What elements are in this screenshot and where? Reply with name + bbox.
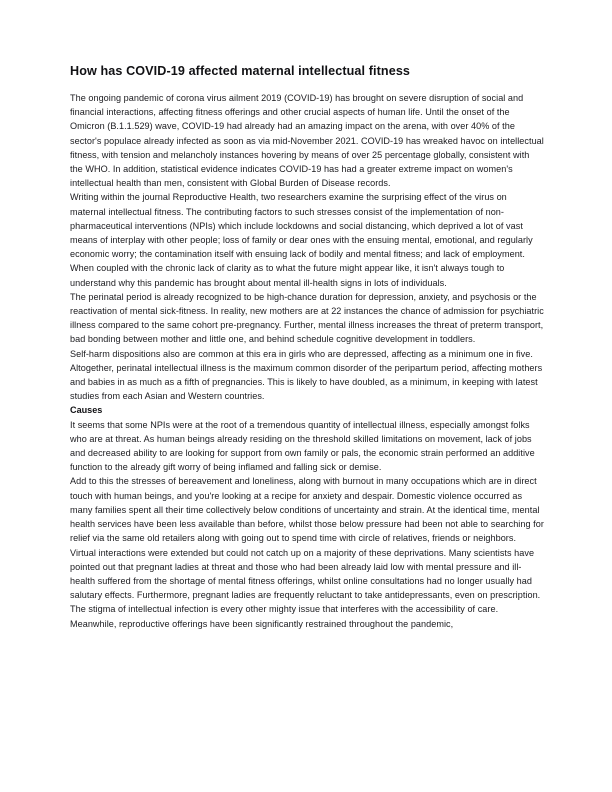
paragraph-virtual-interactions: Virtual interactions were extended but could not catch up on a majority of these deprivations. Many scientists have pointed out that pregnant ladies at threat and those who had been already laid low with mental pressure and ill-health suffered from the shortage of mental fitness offerings, whilst online consultations had no longer usually had salutary effects. Furthermore, pregnant ladies are frequently reluctant to take antidepressants, even on prescription. xyxy=(70,547,541,601)
paragraph-bereavement-loneliness: Add to this the stresses of bereavement and loneliness, along with burnout in many occupations which are in direct touch with human beings, and you're looking at a recipe for anxiety and despair. Domestic violence occurred as many families spent all their time collectively below conditions of uncertainty and strain. At the identical time, mental health services have been less available than before, whilst those below pressure had been not able to searching for relief via the same old retailers along with going out to spend time with circle of relatives, friends or neighbors. xyxy=(70,476,544,544)
paragraph-self-harm: Self-harm dispositions also are common at this era in girls who are depressed, affecting as a minimum one in five. Altogether, perinatal intellectual illness is the maximum common disorder of the peripartum period, affecting mothers and babies in as much as a fifth of pregnancies. This is likely to have doubled, as a minimum, in keeping with latest studies from each Asian and Western countries. xyxy=(70,348,543,402)
page-title: How has COVID-19 affected maternal intellectual fitness xyxy=(70,64,411,78)
paragraph-perinatal-period: The perinatal period is already recognized to be high-chance duration for depression, anxiety, and psychosis or the reactivation of mental sick-fitness. In reality, new mothers are at 22 instances the chance of admission for psychiatric illness compared to the same cohort pre-pregnancy. Further, mental illness increases the threat of preterm transport, bad bonding between mother and little one, and behind schedule cognitive development in toddlers. xyxy=(70,291,544,345)
paragraph-overview: The ongoing pandemic of corona virus ailment 2019 (COVID-19) has brought on severe disruption of social and financial interactions, affecting fitness offerings and other crucial aspects of human life. Until the onset of the Omicron (B.1.1.529) wave, COVID-19 had already had an amazing impact on the arena, with over 40% of the sector's populace already infected as soon as via mid-November 2021. COVID-19 has wreaked havoc on intellectual fitness, with tension and melancholy instances hovering by means of over 25 percentage globally, consistent with the WHO. In addition, statistical evidence indicates COVID-19 has had a greater extreme impact on women's intellectual health than men, consistent with Global Burden of Disease records. xyxy=(70,93,544,189)
section-heading-causes: Causes xyxy=(70,405,103,416)
paragraph-journal-study: Writing within the journal Reproductive Health, two researchers examine the surprising effect of the virus on maternal intellectual fitness. The contributing factors to such stresses consist of the implementation of non-pharmaceutical interventions (NPIs) which include lockdowns and social distancing, which deprived a lot of vast means of interplay with other people; loss of family or dear ones with the ensuing mental, emotional, and regularly economic worry; the contamination itself with ensuing lack of bodily and mental fitness; and lack of employment. When coupled with the chronic lack of clarity as to what the future might appear like, it isn't always tough to understand why this pandemic has brought about mental ill-health signs in lots of individuals. xyxy=(70,192,533,288)
document-blocks xyxy=(70,91,544,631)
paragraph-stigma: The stigma of intellectual infection is every other mighty issue that interferes with the accessibility of care. Meanwhile, reproductive offerings have been significantly restrained throughout the pandemic, xyxy=(70,604,499,629)
paragraph-npi-root-causes: It seems that some NPIs were at the root of a tremendous quantity of intellectual illness, especially amongst folks who are at threat. As human beings already residing on the threshold skilled limitations on movement, lack of jobs and decreased ability to are looking for support from own family or pals, the economic strain performed an additive function to the already gift worry of being inflamed and falling sick or demise. xyxy=(70,419,535,473)
document-body xyxy=(70,64,544,631)
